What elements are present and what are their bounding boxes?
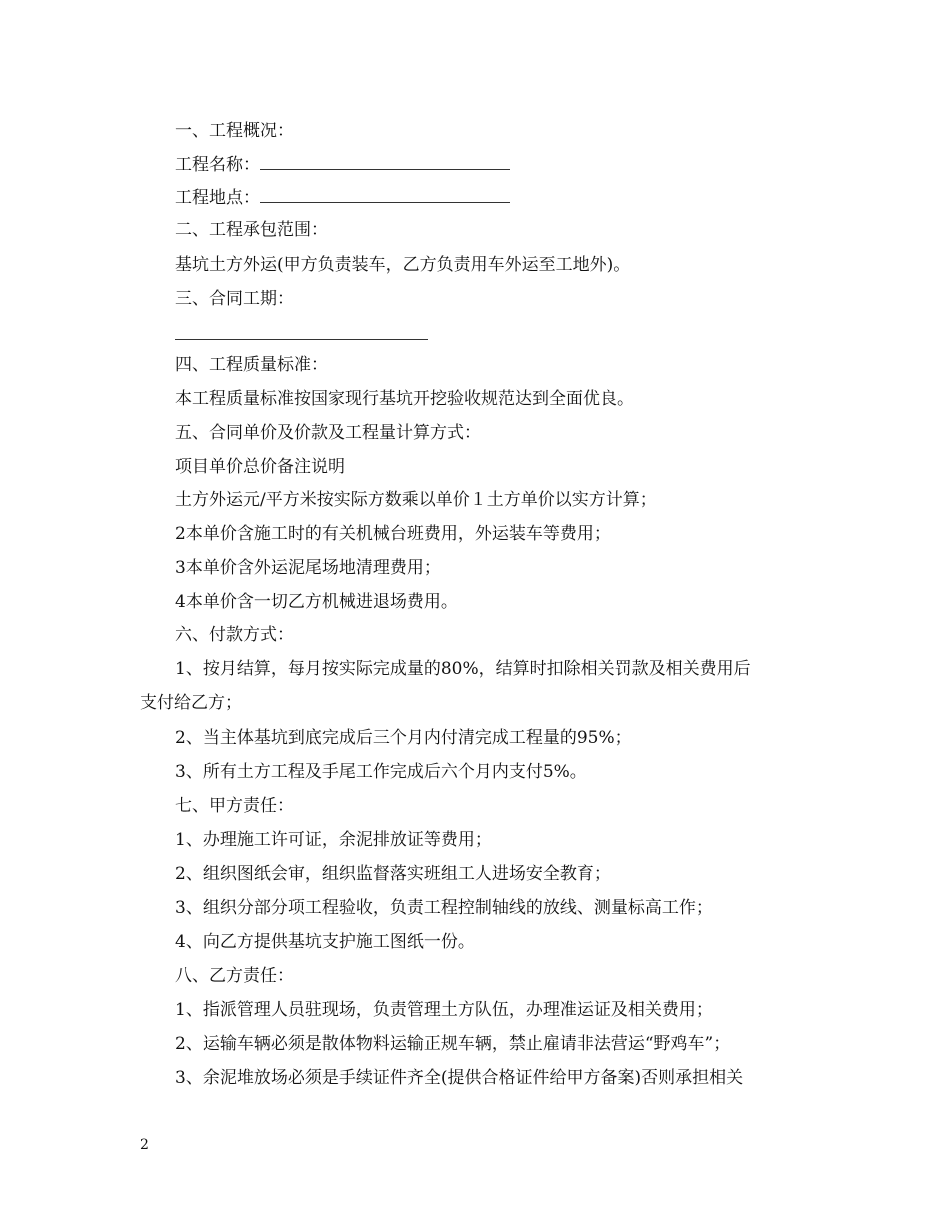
project-location-label: 工程地点： — [175, 188, 260, 208]
payment-item-3: 3、所有土方工程及手尾工作完成后六个月内支付5%。 — [175, 762, 587, 782]
section-3-heading: 三、合同工期： — [175, 289, 294, 309]
project-name-row — [175, 153, 510, 176]
section-5-heading: 五、合同单价及价款及工程量计算方式： — [175, 423, 481, 443]
price-item-1: 土方外运元/平方米按实际方数乘以单价１土方单价以实方计算； — [175, 490, 657, 510]
section-1-heading: 一、工程概况： — [175, 121, 294, 141]
payment-item-2: 2、当主体基坑到底完成后三个月内付清完成工程量的95%； — [175, 728, 632, 748]
party-a-item-2: 2、组织图纸会审，组织监督落实班组工人进场安全教育； — [175, 864, 611, 884]
payment-item-1: 1、按月结算，每月按实际完成量的80%，结算时扣除相关罚款及相关费用后 — [175, 659, 751, 679]
price-item-3: 3本单价含外运泥尾场地清理费用； — [175, 558, 441, 578]
contract-period-blank — [175, 339, 428, 340]
section-6-heading: 六、付款方式： — [175, 625, 294, 645]
party-b-item-1: 1、指派管理人员驻现场，负责管理土方队伍，办理准运证及相关费用； — [175, 1000, 713, 1020]
scope-text: 基坑土方外运(甲方负责装车，乙方负责用车外运至工地外)。 — [175, 255, 631, 275]
project-location-row — [175, 186, 510, 209]
section-7-heading: 七、甲方责任： — [175, 796, 294, 816]
price-item-2: 2本单价含施工时的有关机械台班费用，外运装车等费用； — [175, 524, 611, 544]
party-a-item-1: 1、办理施工许可证，余泥排放证等费用； — [175, 830, 492, 850]
quality-standard-text: 本工程质量标准按国家现行基坑开挖验收规范达到全面优良。 — [175, 389, 634, 409]
section-8-heading: 八、乙方责任： — [175, 966, 294, 986]
payment-item-1-cont: 支付给乙方； — [140, 693, 242, 713]
party-a-item-3: 3、组织分部分项工程验收，负责工程控制轴线的放线、测量标高工作； — [175, 898, 713, 918]
project-name-label: 工程名称： — [175, 155, 260, 175]
party-a-item-4: 4、向乙方提供基坑支护施工图纸一份。 — [175, 932, 475, 952]
project-location-blank — [260, 186, 510, 203]
section-2-heading: 二、工程承包范围： — [175, 220, 328, 240]
price-table-header: 项目单价总价备注说明 — [175, 457, 345, 477]
section-4-heading: 四、工程质量标准： — [175, 355, 328, 375]
price-item-4: 4本单价含一切乙方机械进退场费用。 — [175, 592, 458, 612]
page-number: 2 — [140, 1137, 149, 1153]
party-b-item-3: 3、余泥堆放场必须是手续证件齐全(提供合格证件给甲方备案)否则承担相关 — [175, 1068, 744, 1088]
party-b-item-2: 2、运输车辆必须是散体物料运输正规车辆，禁止雇请非法营运“野鸡车”； — [175, 1034, 731, 1054]
project-name-blank — [260, 153, 510, 170]
